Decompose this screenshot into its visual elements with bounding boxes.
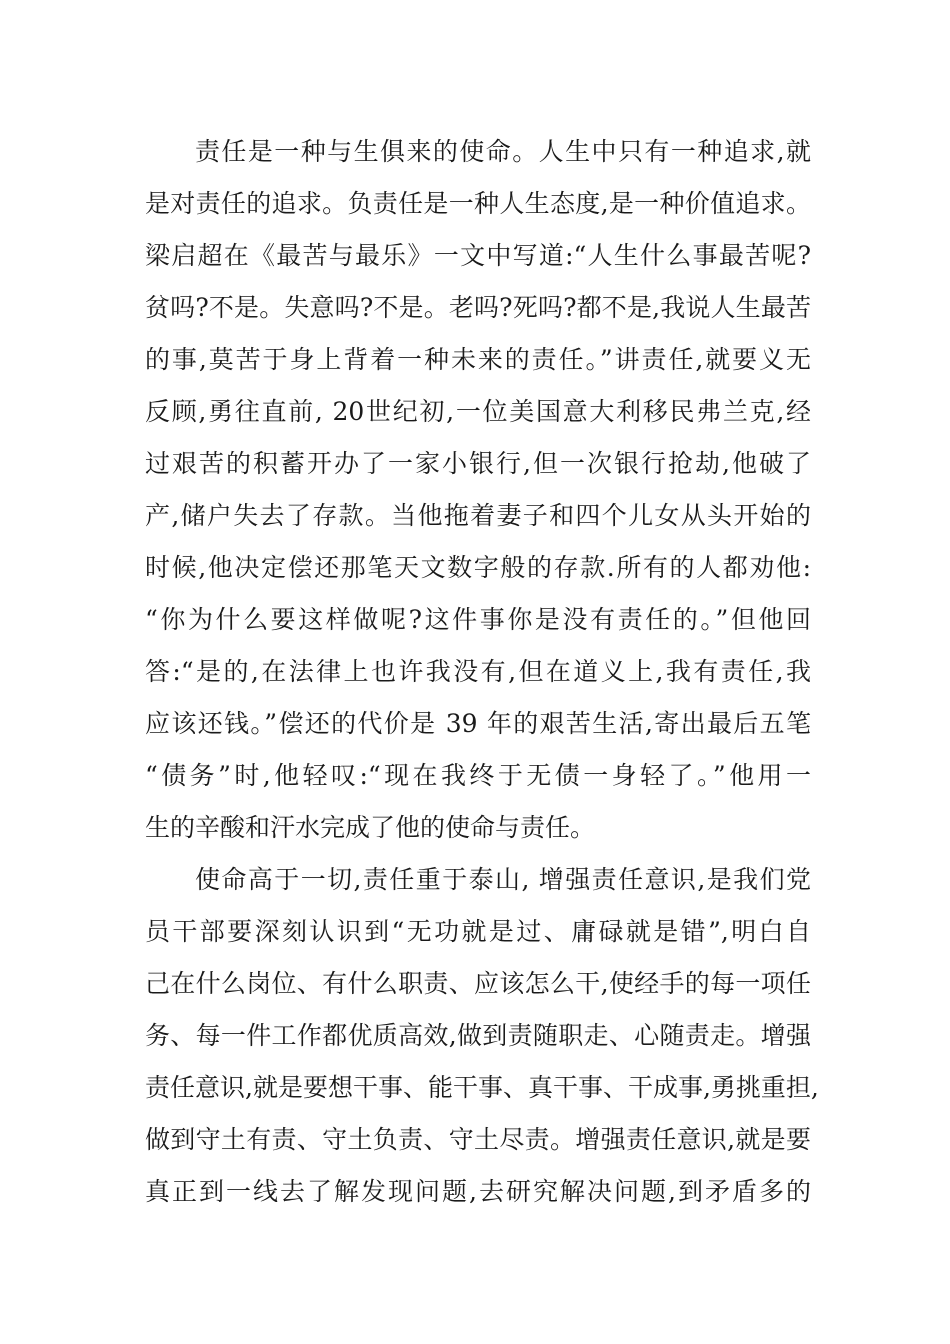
paragraph-1-line-5: 的事,莫苦于身上背着一种未来的责任。”讲责任,就要义无 [145,345,811,374]
paragraph-1-line-7: 过艰苦的积蓄开办了一家小银行,但一次银行抢劫,他破了 [145,449,811,478]
paragraph-1-line-1: 责任是一种与生俱来的使命。人生中只有一种追求,就 [195,137,811,166]
body-text [145,130,819,1222]
paragraph-2-line-2: 员干部要深刻认识到“无功就是过、庸碌就是错”,明白自 [145,917,811,946]
paragraph-1-line-4: 贫吗?不是。失意吗?不是。老吗?死吗?都不是,我说人生最苦 [145,293,811,322]
paragraph-1-line-8: 产,储户失去了存款。当他拖着妻子和四个儿女从头开始的 [145,501,811,530]
paragraph-1-line-11: 答:“是的,在法律上也许我没有,但在道义上,我有责任,我 [145,657,811,686]
paragraph-1-line-6: 反顾,勇往直前, 20世纪初,一位美国意大利移民弗兰克,经 [145,397,811,426]
paragraph-1-line-2: 是对责任的追求。负责任是一种人生态度,是一种价值追求。 [145,189,811,218]
paragraph-2-line-7: 真正到一线去了解发现问题,去研究解决问题,到矛盾多的 [145,1177,811,1206]
paragraph-2-line-1: 使命高于一切,责任重于泰山, 增强责任意识,是我们党 [195,865,811,894]
paragraph-2-line-5: 责任意识,就是要想干事、能干事、真干事、干成事,勇挑重担, [145,1073,819,1102]
paragraph-1-line-13: “债务”时,他轻叹:“现在我终于无债一身轻了。”他用一 [145,761,811,790]
paragraph-2-line-6: 做到守土有责、守土负责、守土尽责。增强责任意识,就是要 [145,1125,811,1154]
paragraph-2-line-3: 己在什么岗位、有什么职责、应该怎么干,使经手的每一项任 [145,969,811,998]
paragraph-1-line-3: 梁启超在《最苦与最乐》一文中写道:“人生什么事最苦呢? [145,241,811,270]
paragraph-1-line-9: 时候,他决定偿还那笔天文数字般的存款.所有的人都劝他: [145,553,811,582]
paragraph-1-line-14: 生的辛酸和汗水完成了他的使命与责任。 [145,813,596,842]
paragraph-2-line-4: 务、每一件工作都优质高效,做到责随职走、心随责走。增强 [145,1021,811,1050]
paragraph-1-line-10: “你为什么要这样做呢?这件事你是没有责任的。”但他回 [145,605,811,634]
paragraph-1-line-12: 应该还钱。”偿还的代价是 39 年的艰苦生活,寄出最后五笔 [145,709,811,738]
